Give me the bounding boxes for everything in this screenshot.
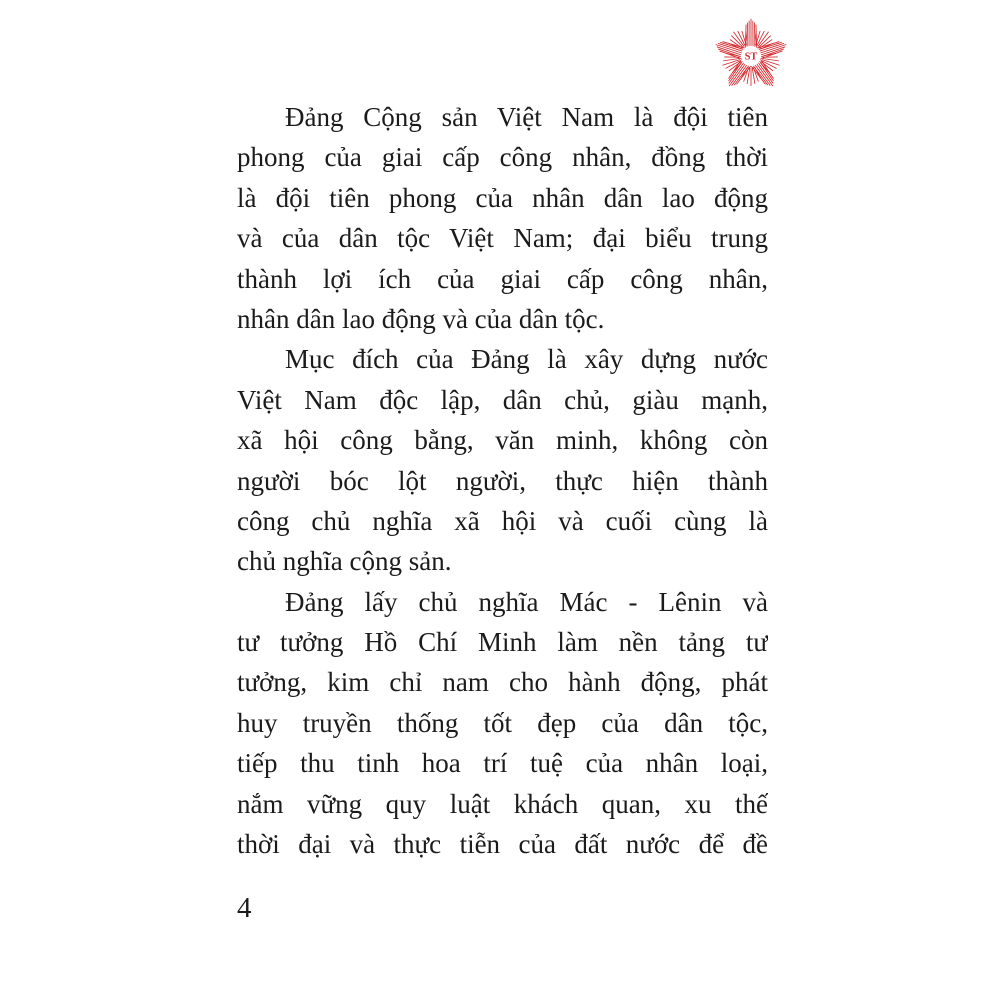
- text-line: thành lợi ích của giai cấp công nhân,: [237, 263, 768, 294]
- text-line: Đảng lấy chủ nghĩa Mác - Lênin và: [285, 586, 768, 617]
- text-line: phong của giai cấp công nhân, đồng thời: [237, 142, 768, 173]
- text-line: nhân dân lao động và của dân tộc.: [237, 303, 605, 334]
- text-line: người bóc lột người, thực hiện thành: [237, 465, 768, 496]
- text-line: huy truyền thống tốt đẹp của dân tộc,: [237, 707, 768, 738]
- paragraph-3: [237, 582, 768, 865]
- text-line: tiếp thu tinh hoa trí tuệ của nhân loại,: [237, 748, 768, 779]
- text-line: Đảng Cộng sản Việt Nam là đội tiên: [285, 102, 768, 132]
- publisher-logo: [711, 16, 791, 96]
- paragraph-1: [237, 97, 768, 339]
- logo-monogram: ST: [744, 51, 758, 63]
- text-line: Việt Nam độc lập, dân chủ, giàu mạnh,: [237, 384, 768, 415]
- text-line: tư tưởng Hồ Chí Minh làm nền tảng tư: [237, 627, 768, 658]
- text-line: Mục đích của Đảng là xây dựng nước: [285, 344, 768, 375]
- text-line: xã hội công bằng, văn minh, không còn: [237, 425, 768, 456]
- page-text: [237, 97, 768, 864]
- text-line: chủ nghĩa cộng sản.: [237, 546, 452, 577]
- text-line: và của dân tộc Việt Nam; đại biểu trung: [237, 223, 768, 254]
- page-number: 4: [237, 892, 252, 924]
- paragraph-2: [237, 339, 768, 581]
- text-line: công chủ nghĩa xã hội và cuối cùng là: [237, 505, 768, 536]
- star-burst-icon: [711, 16, 791, 96]
- text-line: thời đại và thực tiễn của đất nước để đề: [237, 829, 768, 860]
- text-line: tưởng, kim chỉ nam cho hành động, phát: [237, 667, 768, 698]
- text-line: nắm vững quy luật khách quan, xu thế: [237, 788, 768, 819]
- text-line: là đội tiên phong của nhân dân lao động: [237, 182, 768, 213]
